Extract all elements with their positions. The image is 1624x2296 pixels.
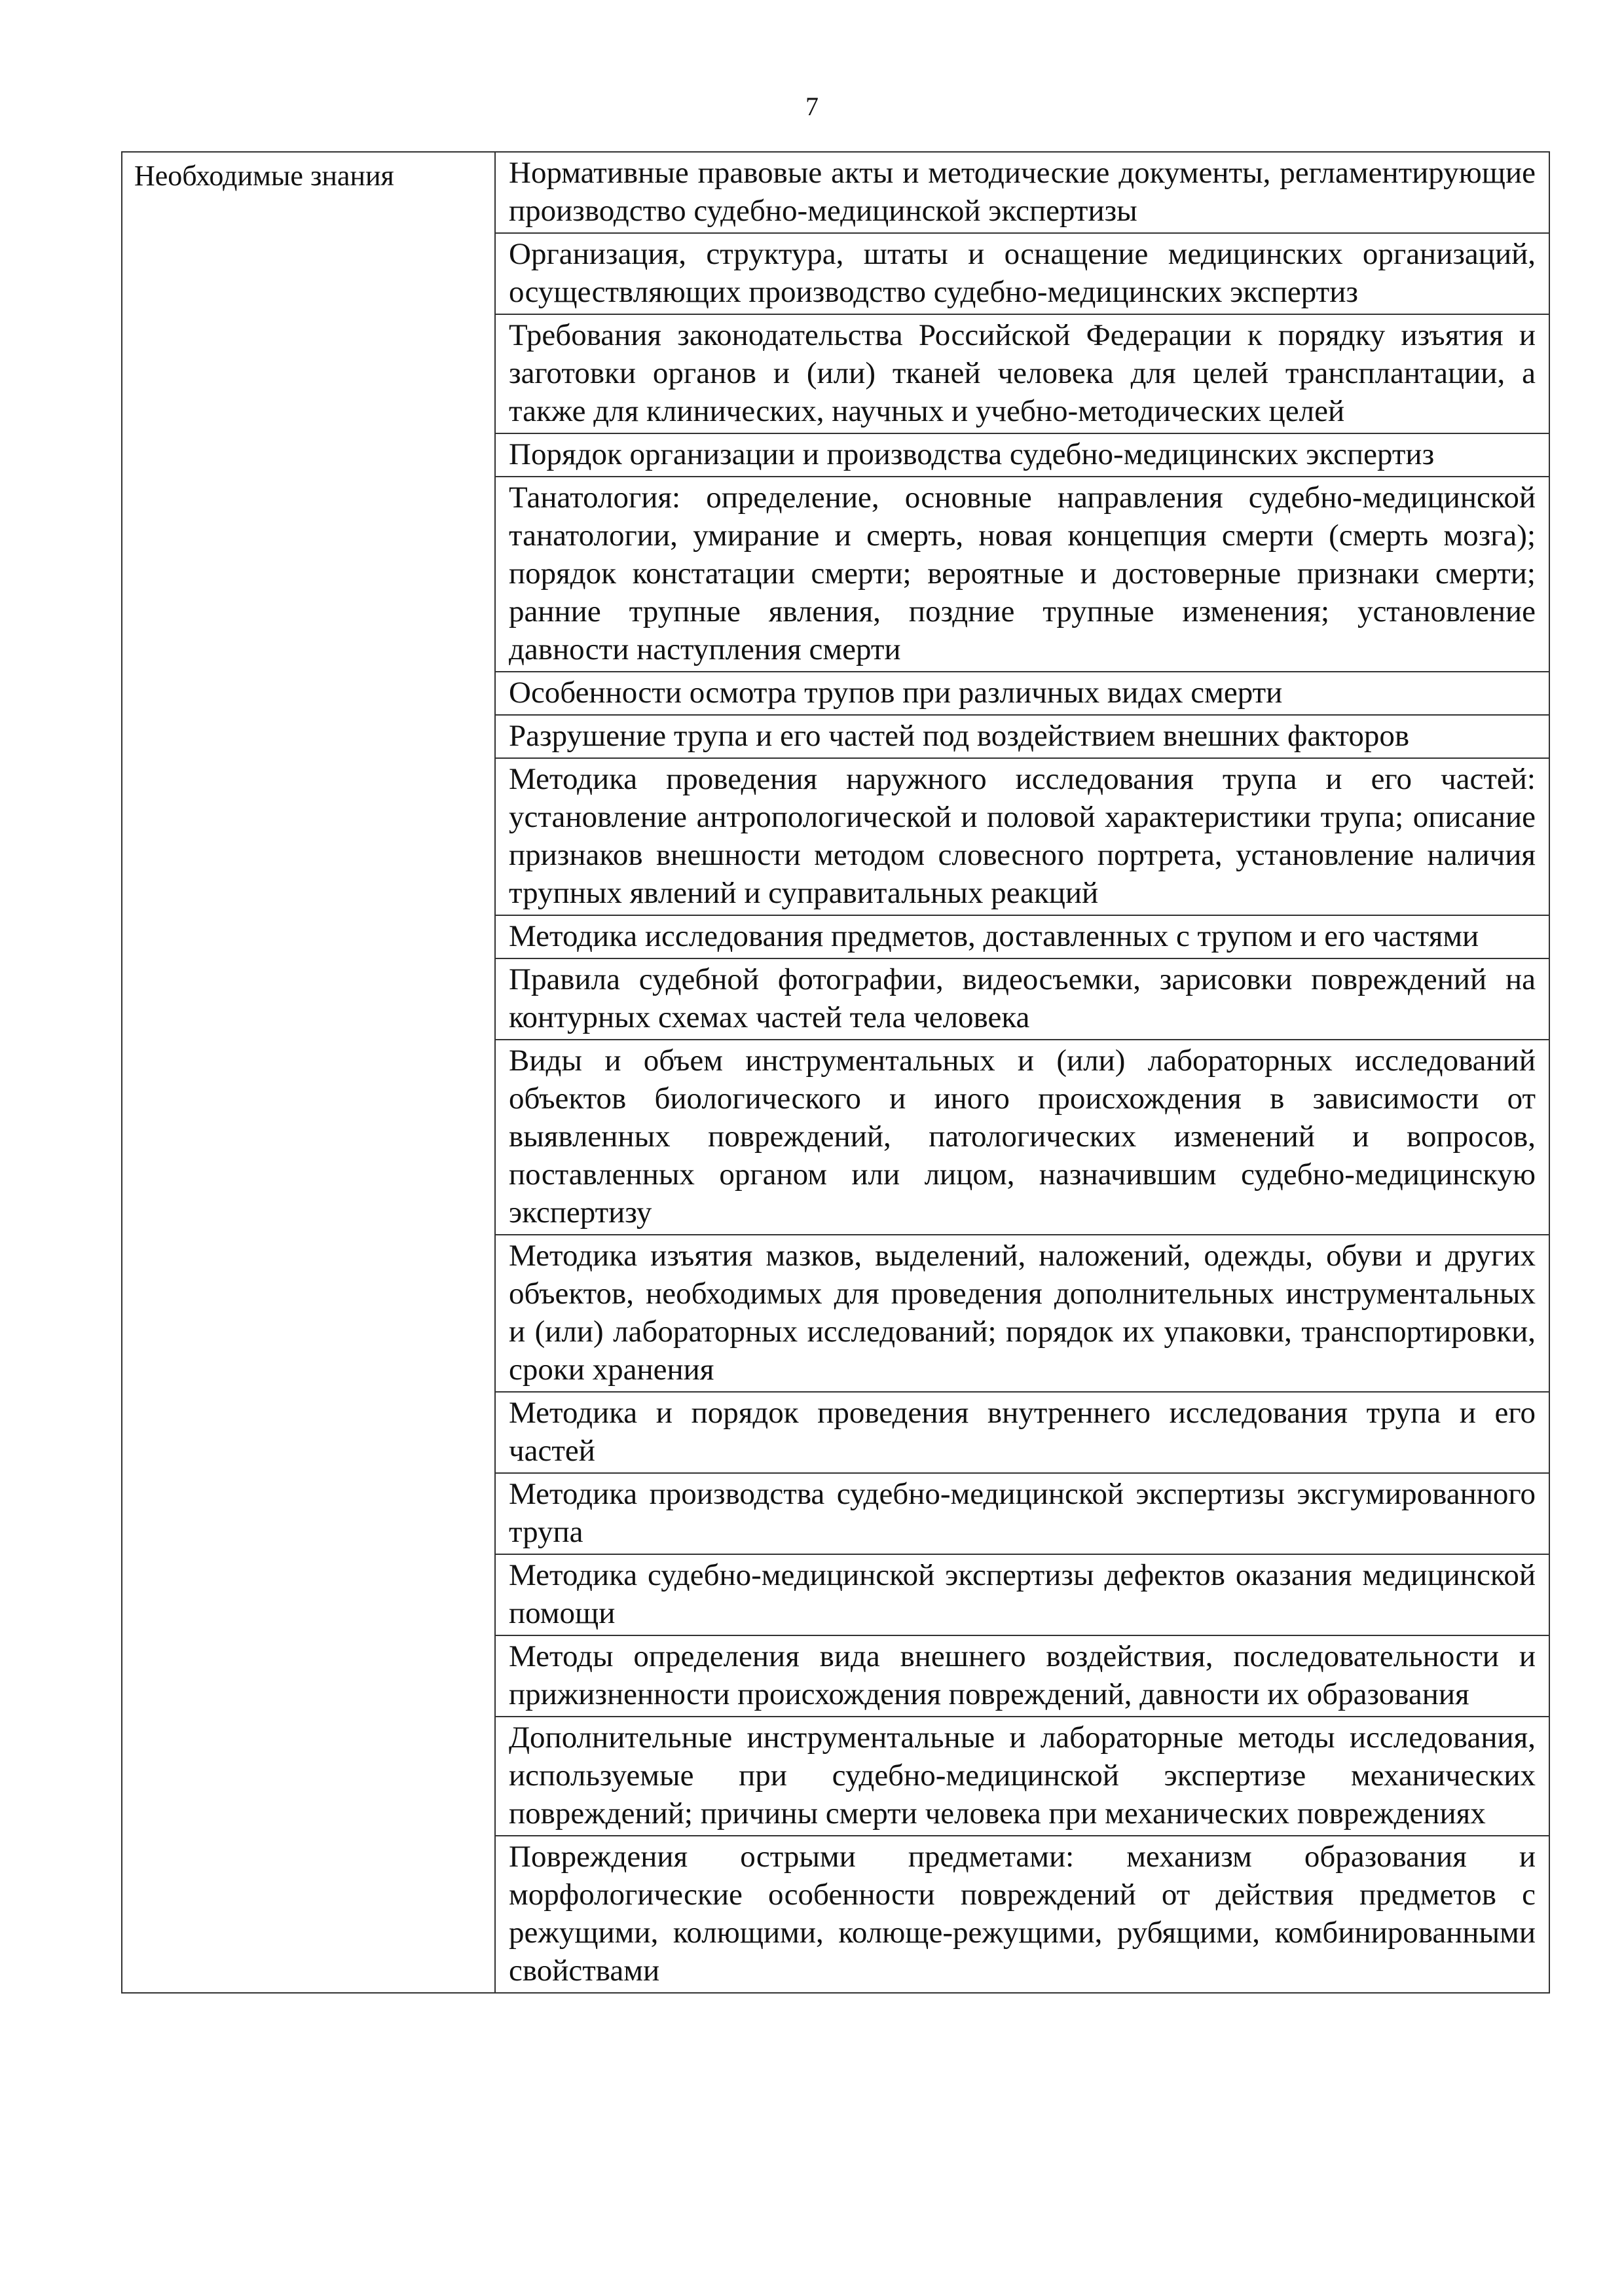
knowledge-item: Методика изъятия мазков, выделений, наложений, одежды, обуви и других объектов, необходимых для проведения дополнительных инструментальных и (или) лабораторных исследований; порядок их упаковки, транспортировки, сроки хранения: [495, 1235, 1549, 1392]
table-row: [122, 152, 1549, 233]
knowledge-item: Методы определения вида внешнего воздействия, последовательности и прижизненности происхождения повреждений, давности их образования: [495, 1635, 1549, 1717]
knowledge-item: Методика и порядок проведения внутреннего исследования трупа и его частей: [495, 1392, 1549, 1473]
knowledge-item: Виды и объем инструментальных и (или) лабораторных исследований объектов биологического и иного происхождения в зависимости от выявленных повреждений, патологических изменений и вопросов, поставленных органом или лицом, назначившим судебно-медицинскую экспертизу: [495, 1040, 1549, 1235]
knowledge-item: Методика исследования предметов, доставленных с трупом и его частями: [495, 915, 1549, 958]
knowledge-item: Нормативные правовые акты и методические документы, регламентирующие производство судебно-медицинской экспертизы: [495, 152, 1549, 233]
knowledge-item: Требования законодательства Российской Федерации к порядку изъятия и заготовки органов и (или) тканей человека для целей трансплантации, а также для клинических, научных и учебно-методических целей: [495, 314, 1549, 433]
knowledge-table: [121, 151, 1550, 1994]
knowledge-item: Повреждения острыми предметами: механизм образования и морфологические особенности повреждений от действия предметов с режущими, колющими, колюще-режущими, рубящими, комбинированными свойствами: [495, 1836, 1549, 1993]
knowledge-item: Порядок организации и производства судебно-медицинских экспертиз: [495, 433, 1549, 477]
knowledge-item: Методика судебно-медицинской экспертизы дефектов оказания медицинской помощи: [495, 1554, 1549, 1635]
knowledge-item: Танатология: определение, основные направления судебно-медицинской танатологии, умирание и смерть, новая концепция смерти (смерть мозга); порядок констатации смерти; вероятные и достоверные признаки смерти; ранние трупные явления, поздние трупные изменения; установление давности наступления смерти: [495, 477, 1549, 672]
page-number: 7: [805, 92, 819, 121]
knowledge-item: Методика производства судебно-медицинской экспертизы эксгумированного трупа: [495, 1473, 1549, 1554]
knowledge-item: Методика проведения наружного исследования трупа и его частей: установление антропологической и половой характеристики трупа; описание признаков внешности методом словесного портрета, установление наличия трупных явлений и суправитальных реакций: [495, 758, 1549, 915]
label-cell: Необходимые знания: [122, 152, 495, 1993]
knowledge-item: Организация, структура, штаты и оснащение медицинских организаций, осуществляющих производство судебно-медицинских экспертиз: [495, 233, 1549, 314]
knowledge-item: Правила судебной фотографии, видеосъемки, зарисовки повреждений на контурных схемах частей тела человека: [495, 958, 1549, 1040]
knowledge-item: Разрушение трупа и его частей под воздействием внешних факторов: [495, 715, 1549, 758]
knowledge-item: Особенности осмотра трупов при различных видах смерти: [495, 672, 1549, 715]
knowledge-item: Дополнительные инструментальные и лабораторные методы исследования, используемые при судебно-медицинской экспертизе механических повреждений; причины смерти человека при механических повреждениях: [495, 1717, 1549, 1836]
